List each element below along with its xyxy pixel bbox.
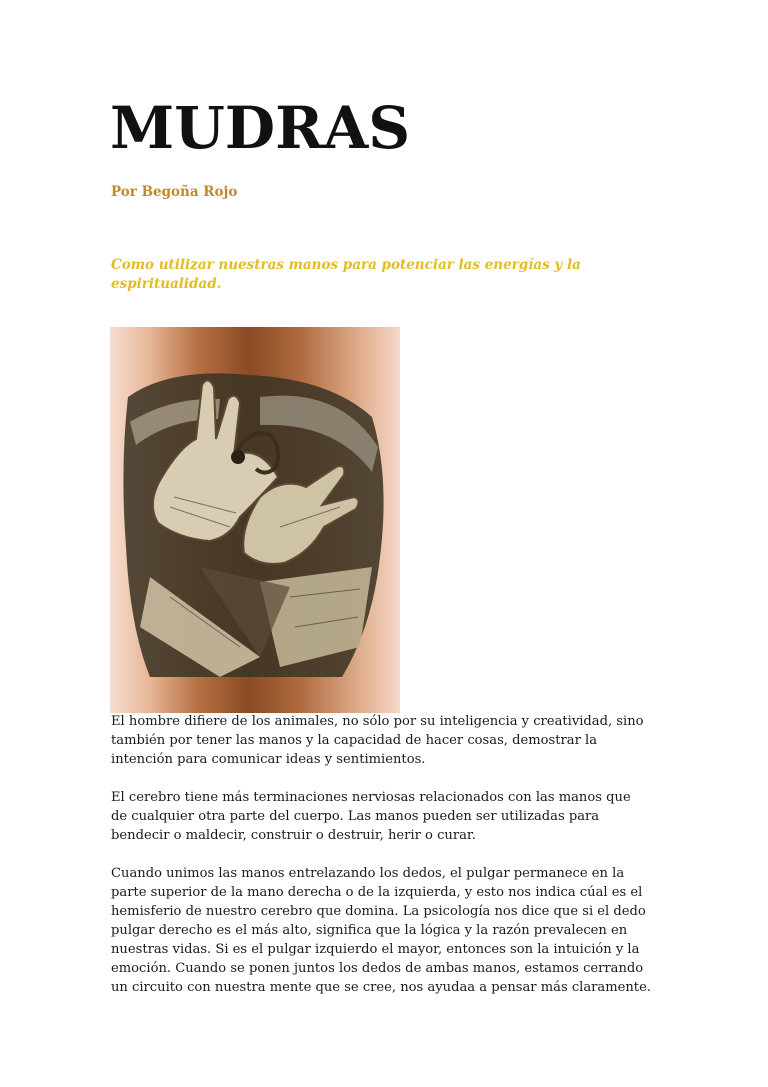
text-line: un circuito con nuestra mente que se cree, nos ayudaa a pensar más claramente.: [111, 980, 651, 995]
text-line: El cerebro tiene más terminaciones nerviosas relacionados con las manos que: [111, 790, 631, 805]
text-line: nuestras vidas. Si es el pulgar izquierdo el mayor, entonces son la intuición y la: [111, 942, 640, 957]
text-line: El hombre difiere de los animales, no sólo por su inteligencia y creatividad, sino: [111, 714, 644, 729]
text-line: también por tener las manos y la capacidad de hacer cosas, demostrar la: [111, 733, 598, 748]
body-text: [111, 712, 667, 1016]
text-line: bendecir o maldecir, construir o destruir, herir o curar.: [111, 828, 476, 843]
paragraph-2: [111, 788, 667, 845]
mudra-hands-illustration: [110, 327, 400, 713]
paragraph-3: [111, 864, 667, 997]
text-line: hemisferio de nuestro cerebro que domina. La psicología nos dice que si el dedo: [111, 904, 646, 919]
text-line: pulgar derecho es el más alto, significa que la lógica y la razón prevalecen en: [111, 923, 628, 938]
subtitle-line: espiritualidad.: [111, 276, 222, 292]
subtitle-line: Como utilizar nuestras manos para potenciar las energías y la: [111, 257, 581, 273]
text-line: de cualquier otra parte del cuerpo. Las manos pueden ser utilizadas para: [111, 809, 600, 824]
paragraph-1: [111, 712, 667, 769]
document-title: MUDRAS: [110, 94, 411, 162]
text-line: parte superior de la mano derecha o de la izquierda, y esto nos indica cúal es el: [111, 885, 643, 900]
text-line: emoción. Cuando se ponen juntos los dedos de ambas manos, estamos cerrando: [111, 961, 644, 976]
text-line: Cuando unimos las manos entrelazando los dedos, el pulgar permanece en la: [111, 866, 625, 881]
text-line: intención para comunicar ideas y sentimientos.: [111, 752, 426, 767]
subtitle: [111, 256, 671, 294]
author-byline: Por Begoña Rojo: [111, 184, 238, 200]
hands-artwork-icon: [110, 327, 400, 713]
